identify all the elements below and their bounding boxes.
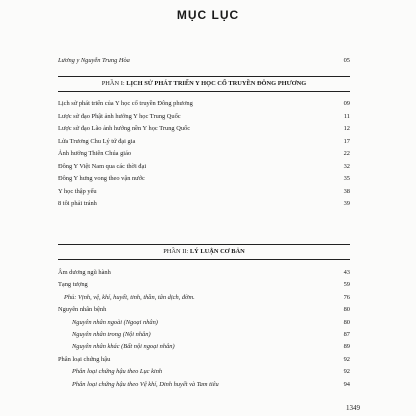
- entry-page: 38: [343, 187, 350, 195]
- entry-page: 11: [343, 112, 350, 120]
- entry-page: 92: [343, 368, 350, 376]
- entry-page: 80: [343, 306, 350, 314]
- entry-text: Phân loại chứng hậu: [58, 355, 111, 363]
- entry-page: 22: [343, 150, 350, 157]
- toc-entry: [58, 162, 350, 172]
- entry-text: Phân loại chứng hậu theo Lục kinh: [72, 368, 163, 376]
- entry-page: 39: [343, 200, 350, 207]
- toc-entry: [58, 380, 350, 390]
- entry-page: 76: [343, 293, 350, 301]
- toc-entry: [58, 174, 350, 184]
- toc-entry: [58, 112, 350, 122]
- entry-page: 35: [343, 175, 350, 182]
- toc-entry: [58, 268, 350, 278]
- page-title: MỤC LỤC: [176, 8, 240, 22]
- entry-text: Lửa Trương Chu Lý tứ đại gia: [58, 137, 136, 145]
- toc-entry: [58, 293, 350, 303]
- toc-entry: [58, 330, 350, 340]
- entry-text: Lược sử đạo Phật ảnh hưởng Y học Trung Quốc: [58, 112, 181, 120]
- entry-page: 09: [343, 100, 350, 107]
- toc-entry: [58, 99, 350, 109]
- entry-text: Phủ: Vịnh, vệ, khí, huyết, tinh, thần, tân dịch, đờm.: [64, 293, 195, 301]
- entry-text: Tạng tượng: [58, 281, 88, 289]
- entry-text: Nguyên nhân bệnh: [58, 306, 107, 314]
- part-1-prefix: PHẦN I:: [101, 80, 125, 87]
- entry-text: Đông Y hưng vong theo vận nước: [58, 175, 145, 182]
- entry-page: 17: [343, 137, 350, 145]
- toc-entry: [58, 149, 350, 159]
- toc-entry: [58, 199, 350, 209]
- entry-page: 89: [343, 343, 350, 351]
- part-1-title: LỊCH SỬ PHÁT TRIỂN Y HỌC CỔ TRUYỀN ĐÔNG PHƯƠNG: [126, 80, 307, 87]
- entry-text: Nguyên nhân khác (Bất nội ngoại nhân): [72, 343, 175, 351]
- part-2-prefix: PHẦN II:: [163, 248, 189, 255]
- page-number: 1349: [346, 404, 360, 412]
- entry-page: 87: [343, 331, 350, 338]
- entry-text: Ảnh hưởng Thiên Chúa giáo: [58, 150, 132, 157]
- entry-page: 32: [343, 162, 350, 170]
- toc-entry-intro: [58, 56, 350, 66]
- entry-text: Y học thập yếu: [58, 187, 97, 195]
- entry-text: Nguyên nhân trong (Nội nhân): [72, 331, 151, 338]
- entry-text: Nguyên nhân ngoài (Ngoại nhân): [72, 318, 158, 326]
- toc-entry: [58, 318, 350, 328]
- entry-text: Phân loại chứng hậu theo Vệ khí, Dinh huyết và Tam tiêu: [72, 380, 219, 388]
- entry-text: 8 tôi phải tránh: [58, 200, 97, 207]
- toc-entry: [58, 342, 350, 352]
- toc-entry: [58, 137, 350, 147]
- entry-page: 59: [343, 281, 350, 289]
- entry-text: Đông Y Việt Nam qua các thời đại: [58, 162, 147, 170]
- toc-entry: [58, 280, 350, 290]
- entry-text: Lịch sử phát triển của Y học cổ truyền Đông phương: [58, 100, 193, 107]
- entry-page: 92: [343, 355, 350, 363]
- toc-entry: [58, 355, 350, 365]
- part-2-heading: [58, 244, 350, 260]
- entry-page: 43: [343, 269, 350, 276]
- entry-page: 80: [343, 318, 350, 326]
- toc-entry: [58, 367, 350, 377]
- part-1-heading: [58, 76, 350, 92]
- entry-page: 94: [343, 380, 350, 388]
- toc-entry: [58, 187, 350, 197]
- entry-text: Lược sử đạo Lão ảnh hưởng nền Y học Trung Quốc: [58, 125, 191, 132]
- toc-entry: [58, 124, 350, 134]
- entry-page: 12: [343, 125, 350, 132]
- entry-text: Lương y Nguyễn Trung Hòa: [58, 57, 130, 64]
- part-2-title: LÝ LUẬN CƠ BẢN: [189, 248, 245, 255]
- entry-page: 05: [343, 57, 350, 64]
- toc-entry: [58, 305, 350, 315]
- entry-text: Âm dương ngũ hành: [58, 269, 111, 276]
